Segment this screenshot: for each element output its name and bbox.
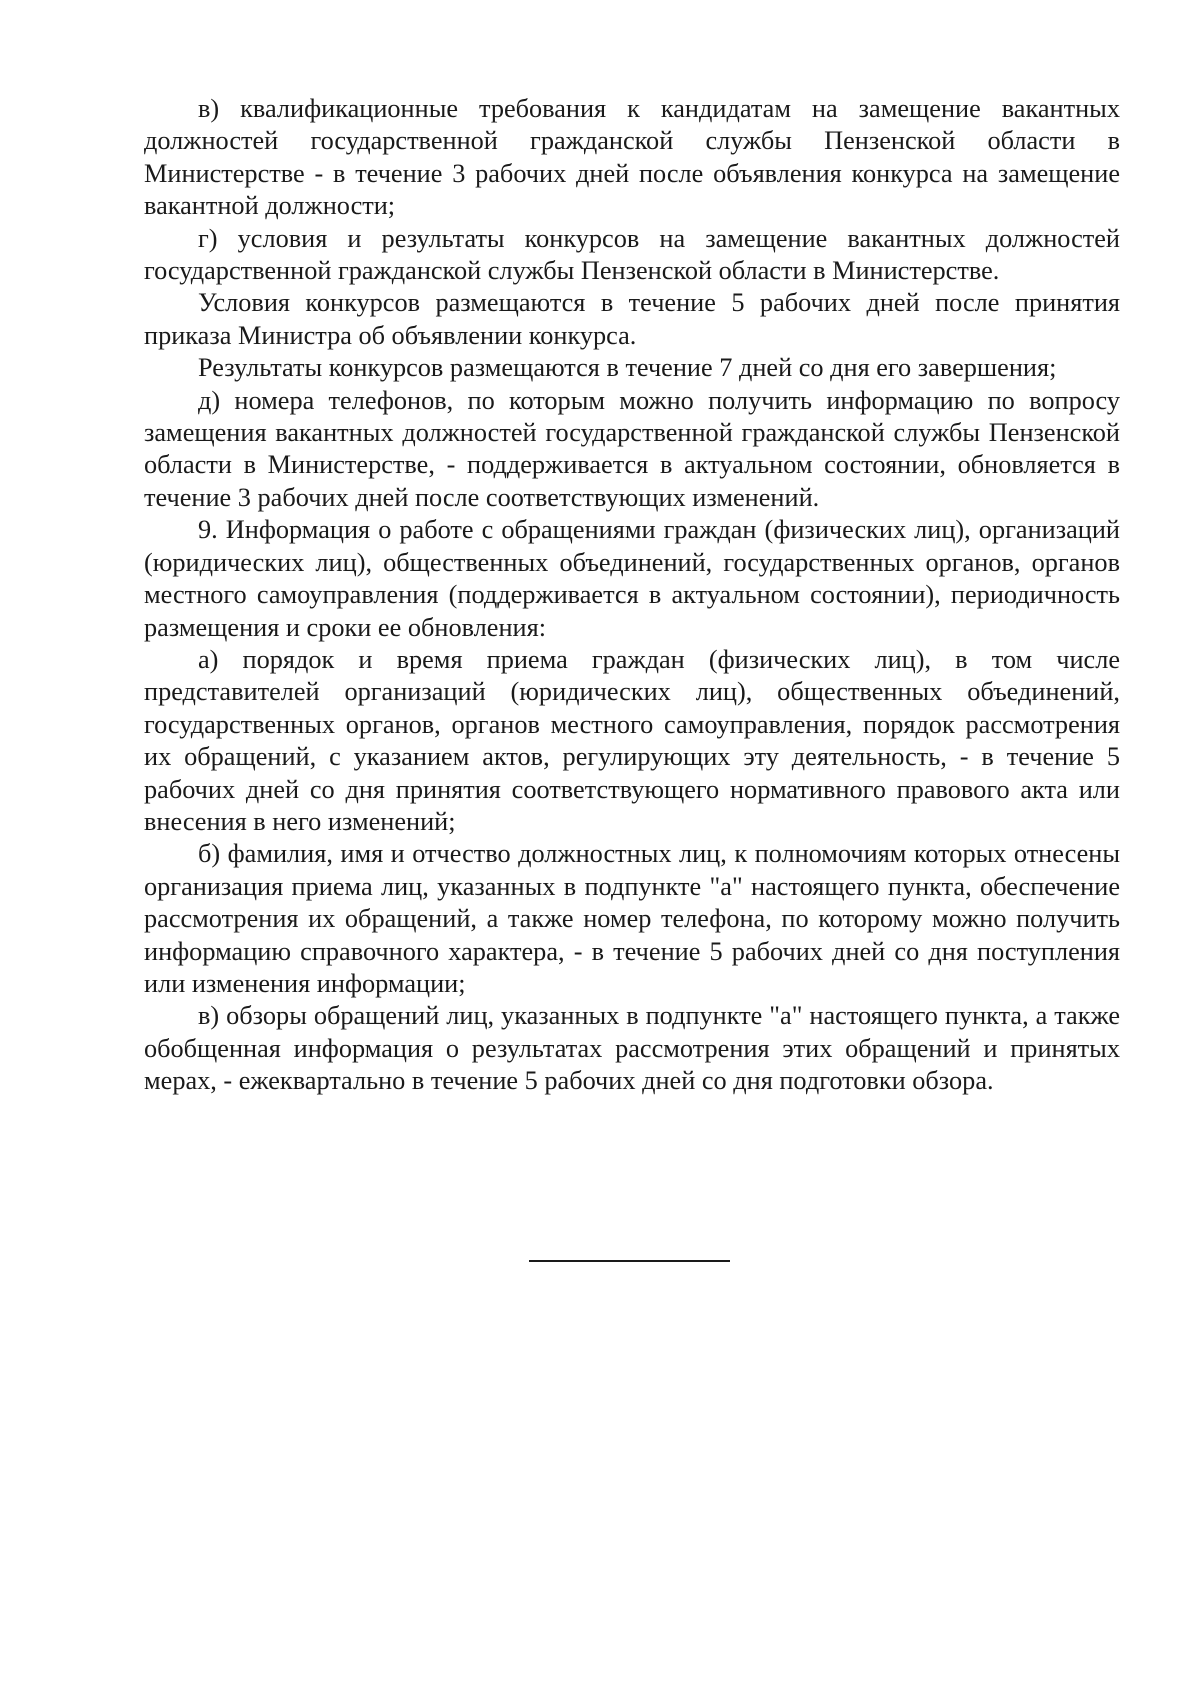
paragraph-v-appeals-reviews: в) обзоры обращений лиц, указанных в подпункте "а" настоящего пункта, а также обобщенная информация о результатах рассмотрения этих обращений и принятых мерах, - ежеквартально в течение 5 рабочих дней со дня подготовки обзора. [144, 1001, 1120, 1096]
paragraph-a-reception-procedure: а) порядок и время приема граждан (физических лиц), в том числе представителей организаций (юридических лиц), общественных объединений, государственных органов, органов местного самоуправления, порядок рассмотрения их обращений, с указанием актов, регулирующих эту деятельность, - в течение 5 рабочих дней со дня принятия соответствующего нормативного правового акта или внесения в него изменений; [144, 644, 1120, 836]
paragraph-9-citizen-appeals: 9. Информация о работе с обращениями граждан (физических лиц), организаций (юридических лиц), общественных объединений, государственных органов, органов местного самоуправления (поддерживается в актуальном состоянии), периодичность размещения и сроки ее обновления: [144, 515, 1120, 642]
paragraph-v-qualification-requirements: в) квалификационные требования к кандидатам на замещение вакантных должностей государственной гражданской службы Пензенской области в Министерстве - в течение 3 рабочих дней после объявления конкурса на замещение вакантной должности; [144, 94, 1120, 221]
paragraph-competition-results-timing: Результаты конкурсов размещаются в течение 7 дней со дня его завершения; [198, 353, 1057, 383]
paragraph-competition-conditions-timing: Условия конкурсов размещаются в течение 5 рабочих дней после принятия приказа Министра об объявлении конкурса. [144, 288, 1120, 350]
document-body [144, 93, 1120, 1098]
paragraph-g-competition-conditions-results: г) условия и результаты конкурсов на замещение вакантных должностей государственной гражданской службы Пензенской области в Министерстве. [144, 223, 1120, 286]
paragraph-d-phone-numbers: д) номера телефонов, по которым можно получить информацию по вопросу замещения вакантных должностей государственной гражданской службы Пензенской области в Министерстве, - поддерживается в актуальном состоянии, обновляется в течение 3 рабочих дней после соответствующих изменений. [144, 385, 1120, 512]
end-of-document-rule [529, 1260, 730, 1262]
paragraph-b-responsible-officials: б) фамилия, имя и отчество должностных лиц, к полномочиям которых отнесены организация приема лиц, указанных в подпункте "а" настоящего пункта, обеспечение рассмотрения их обращений, а также номер телефона, по которому можно получить информацию справочного характера, - в течение 5 рабочих дней со дня поступления или изменения информации; [144, 839, 1120, 998]
